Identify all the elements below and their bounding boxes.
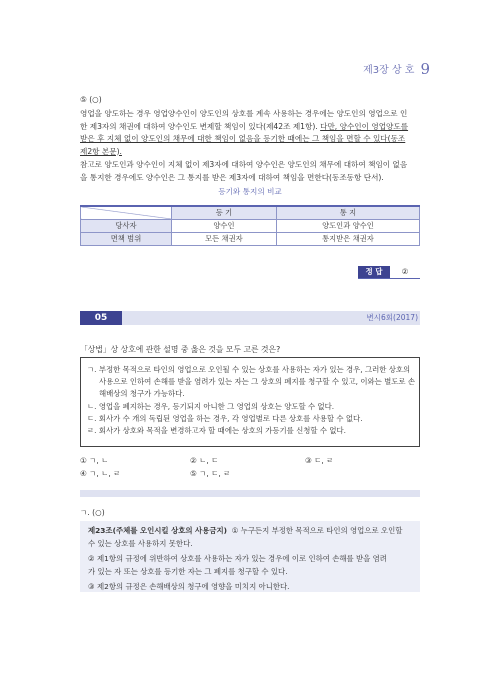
table-cell: 모든 채권자 [172,233,277,246]
table-row [81,220,420,233]
question-number: 05 [80,311,122,325]
text-plain: 한 제3자의 채권에 대하여 양수인도 변제할 책임이 있다(제42조 제1항). [80,121,321,131]
table-title: 등기와 통지의 비교 [218,187,282,196]
law-line: 수 있는 상호를 사용하지 못한다. [88,538,193,548]
explanation-paragraph-1 [80,108,420,158]
page-number: 9 [420,60,430,78]
answer-value: ② [401,267,409,276]
table-header-cell: 통 지 [276,206,419,220]
table-cell: 통지받은 채권자 [276,233,419,246]
law-line: ③ 제2항의 규정은 손해배상의 청구에 영향을 미치지 아니한다. [88,582,290,591]
question-source: 변시6회(2017) [366,313,418,322]
question-item: ㄹ. 회사가 상호와 목적을 변경하고자 할 때에는 상호의 가등기를 신청할 수 없다. [87,426,347,436]
law-title: 제23조(주체를 오인시킬 상호의 사용금지) [88,526,227,535]
explanation-paragraph-2 [80,159,420,184]
table-row-label: 면책 범위 [81,233,172,246]
table-row-label: 당사자 [81,220,172,233]
text-line: 영업을 양도하는 경우 영업양수인이 양도인의 상호를 계속 사용하는 경우에는 양도인의 영업으로 인 [80,109,408,118]
table-header-row [81,206,420,220]
section-divider [80,490,420,497]
question-item: ㄴ. 영업을 폐지하는 경우, 등기되지 아니한 그 영업의 상호는 양도할 수 없다. [87,401,335,411]
question-item: ㄷ. 회사가 수 개의 독립된 영업을 하는 경우, 각 영업별로 다른 상호를 사용할 수 없다. [87,413,363,423]
law-line: 가 있는 자 또는 상호를 등기한 자는 그 폐지를 청구할 수 있다. [88,566,288,576]
running-header [363,60,430,78]
text-line-underlined: 제2항 본문). [80,146,122,156]
explanation-mark: ⑤ (○) [80,95,102,104]
option-3[interactable]: ③ ㄷ, ㄹ [305,456,334,465]
solution-mark: ㄱ. (○) [80,508,105,517]
law-line [88,525,414,538]
text-line: 을 통지한 경우에도 양수인은 그 통지를 받은 제3자에 대하여 책임을 면한다(동조동항 단서). [80,172,384,182]
text-line-underlined: 받은 후 지체 없이 양도인의 채무에 대한 책임이 없음을 등기한 때에는 그 책임을 면할 수 있다(동조 [80,134,406,143]
answer-badge [358,266,420,279]
law-line: ② 제1항의 규정에 위반하여 상호를 사용하는 자가 있는 경우에 이로 인하여 손해를 받을 염려 [88,554,387,563]
option-2[interactable]: ② ㄴ, ㄷ [190,456,219,465]
question-stem: 「상법」상 상호에 관한 설명 중 옳은 것을 모두 고른 것은? [80,345,281,354]
comparison-table [80,205,420,246]
chapter-title: 제3장 상 호 [363,65,415,76]
table-header-cell: 등 기 [172,206,277,220]
option-1[interactable]: ① ㄱ, ㄴ [80,456,109,465]
table-cell: 양수인 [172,220,277,233]
table-row [81,233,420,246]
question-item: ㄱ. 부정한 목적으로 타인의 영업으로 오인될 수 있는 상호를 사용하는 자가 있는 경우, 그러한 상호의 사용으로 인하여 손해를 받을 염려가 있는 자는 그 상호의 폐지를 청구할 수 있고, 이와는 별도로 손해배상의 청구가 가능하다. [87,365,416,399]
text-line [80,121,420,134]
option-5[interactable]: ⑤ ㄱ, ㄷ, ㄹ [190,469,231,478]
table-corner-cell [81,206,172,220]
table-cell: 양도인과 양수인 [276,220,419,233]
option-4[interactable]: ④ ㄱ, ㄴ, ㄹ [80,469,121,478]
law-clause: ① 누구든지 부정한 목적으로 타인의 영업으로 오인할 [231,526,403,535]
answer-label: 정 답 [358,266,390,278]
text-line: 참고로 양도인과 양수인이 지체 없이 제3자에 대하여 양수인은 양도인의 채무에 대하여 책임이 없음 [80,160,408,169]
law-text [88,525,414,594]
question-items-box [80,357,420,447]
text-underlined: 다만, 양수인이 영업양도를 [320,121,409,131]
